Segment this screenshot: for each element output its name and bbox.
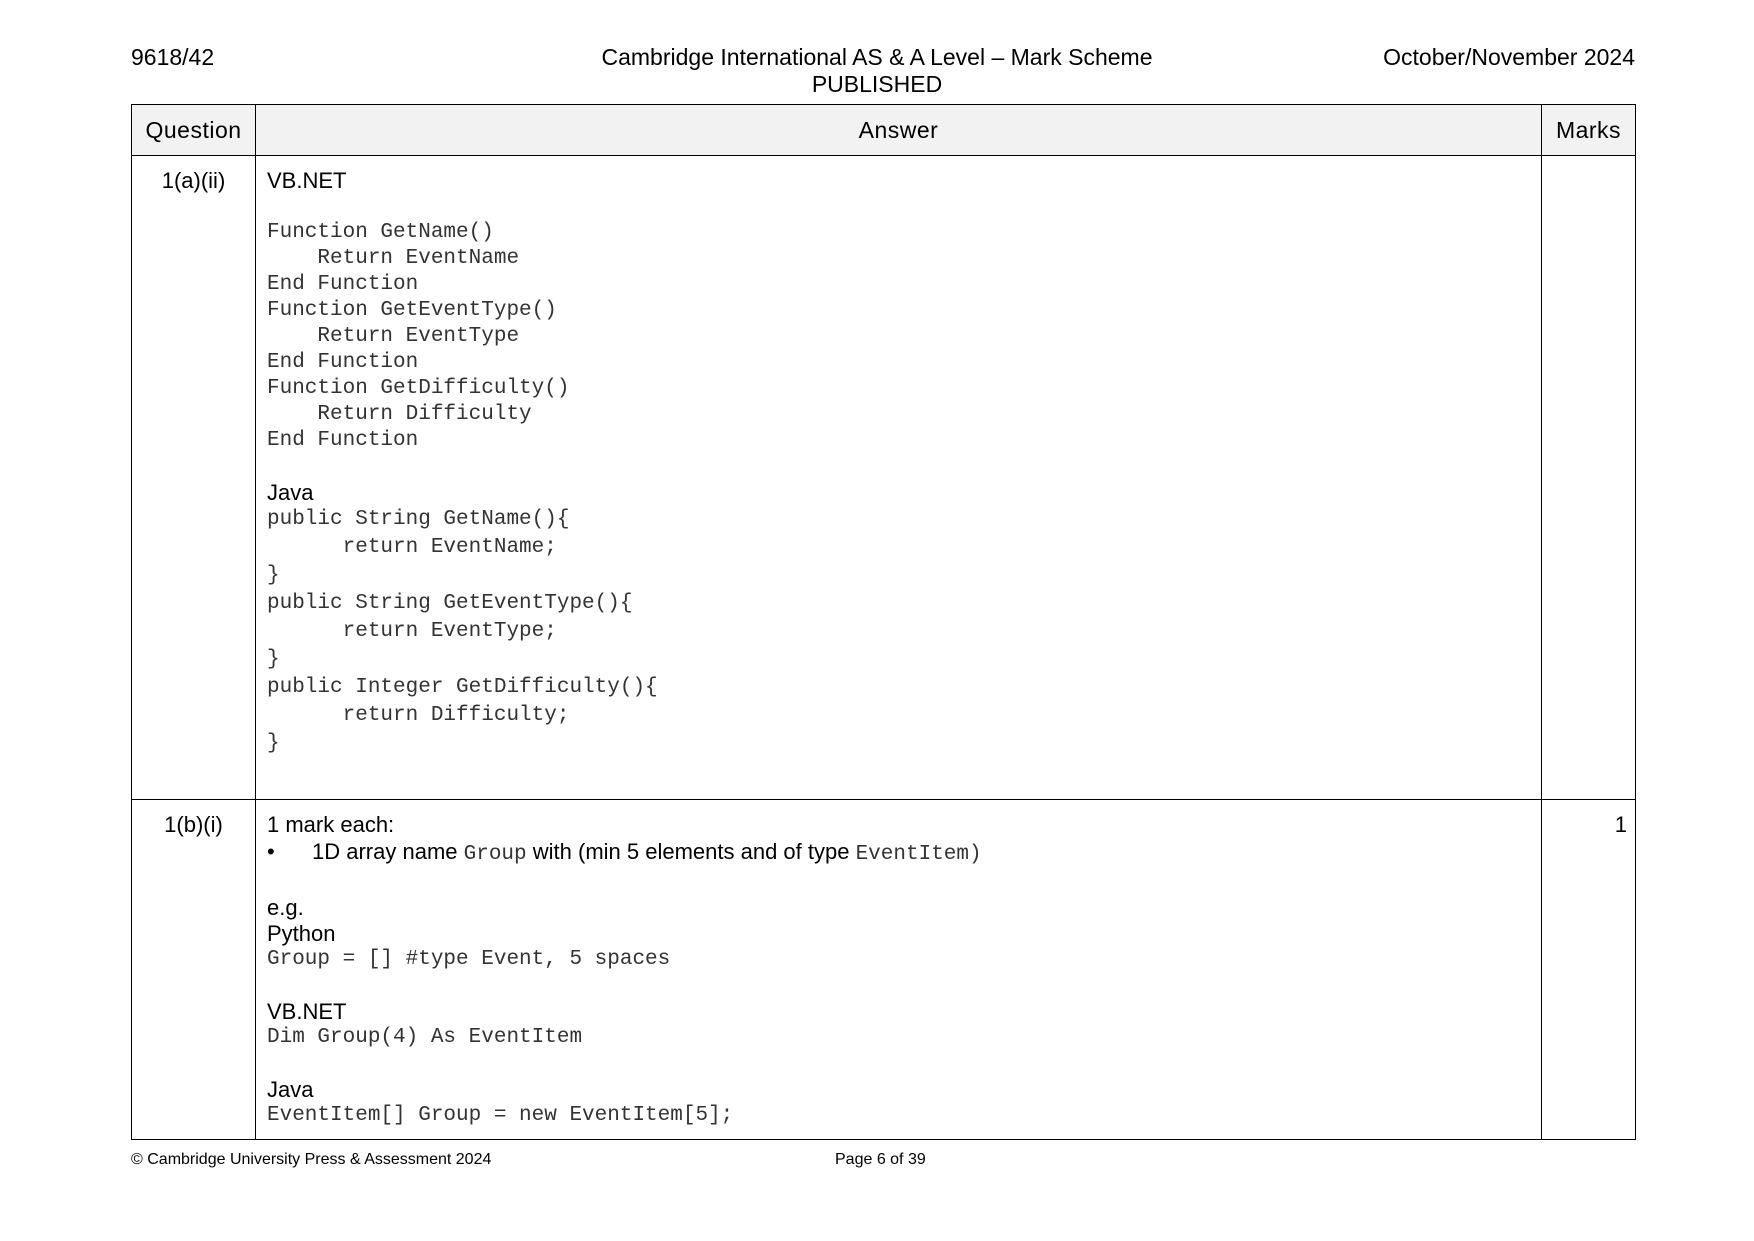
- language-label-java: Java: [267, 1077, 314, 1102]
- title-line-2: PUBLISHED: [811, 71, 943, 97]
- copyright-notice: © Cambridge University Press & Assessment 2024: [131, 1151, 492, 1168]
- example-label: e.g.: [267, 895, 304, 920]
- language-label-java: Java: [267, 480, 314, 505]
- marking-point-text: 1D array name Group with (min 5 elements and of type EventItem): [312, 839, 982, 866]
- exam-session: October/November 2024: [1383, 44, 1635, 70]
- answer-cell: [256, 156, 1542, 800]
- marks-value: [1542, 156, 1636, 800]
- page-number: Page 6 of 39: [835, 1151, 926, 1168]
- col-answer-header: Answer: [256, 105, 1542, 156]
- col-marks-header: Marks: [1542, 105, 1636, 156]
- code-block-python: Group = [] #type Event, 5 spaces: [267, 948, 671, 971]
- code-block-vbnet: Function GetName() Return EventName End Function Function GetEventType() Return EventType End Function Function GetDifficulty() Return Difficulty End Function: [267, 221, 570, 452]
- title-line-1: Cambridge International AS & A Level – Mark Scheme: [601, 44, 1153, 70]
- language-label-python: Python: [267, 921, 336, 946]
- question-number: 1(a)(ii): [132, 156, 256, 800]
- table-row: [132, 156, 1636, 800]
- table-row: [132, 800, 1636, 1140]
- col-question-header: Question: [132, 105, 256, 156]
- mark-scheme-table: [131, 104, 1636, 1140]
- table-header-row: [132, 105, 1636, 156]
- code-block-vbnet: Dim Group(4) As EventItem: [267, 1026, 583, 1049]
- language-label-vbnet: VB.NET: [267, 999, 347, 1024]
- paper-code: 9618/42: [131, 44, 215, 70]
- language-label-vbnet: VB.NET: [267, 168, 347, 193]
- mark-intro: 1 mark each:: [267, 812, 395, 837]
- code-block-java: public String GetName(){ return EventName; } public String GetEventType(){ return EventType; } public Integer GetDifficulty(){ return Difficulty; }: [267, 508, 658, 755]
- marks-value: 1: [1542, 800, 1636, 1140]
- marking-point: [267, 838, 1531, 869]
- question-number: 1(b)(i): [132, 800, 256, 1140]
- bullet-glyph: •: [267, 839, 275, 864]
- answer-cell: [256, 800, 1542, 1140]
- code-block-java: EventItem[] Group = new EventItem[5];: [267, 1104, 734, 1127]
